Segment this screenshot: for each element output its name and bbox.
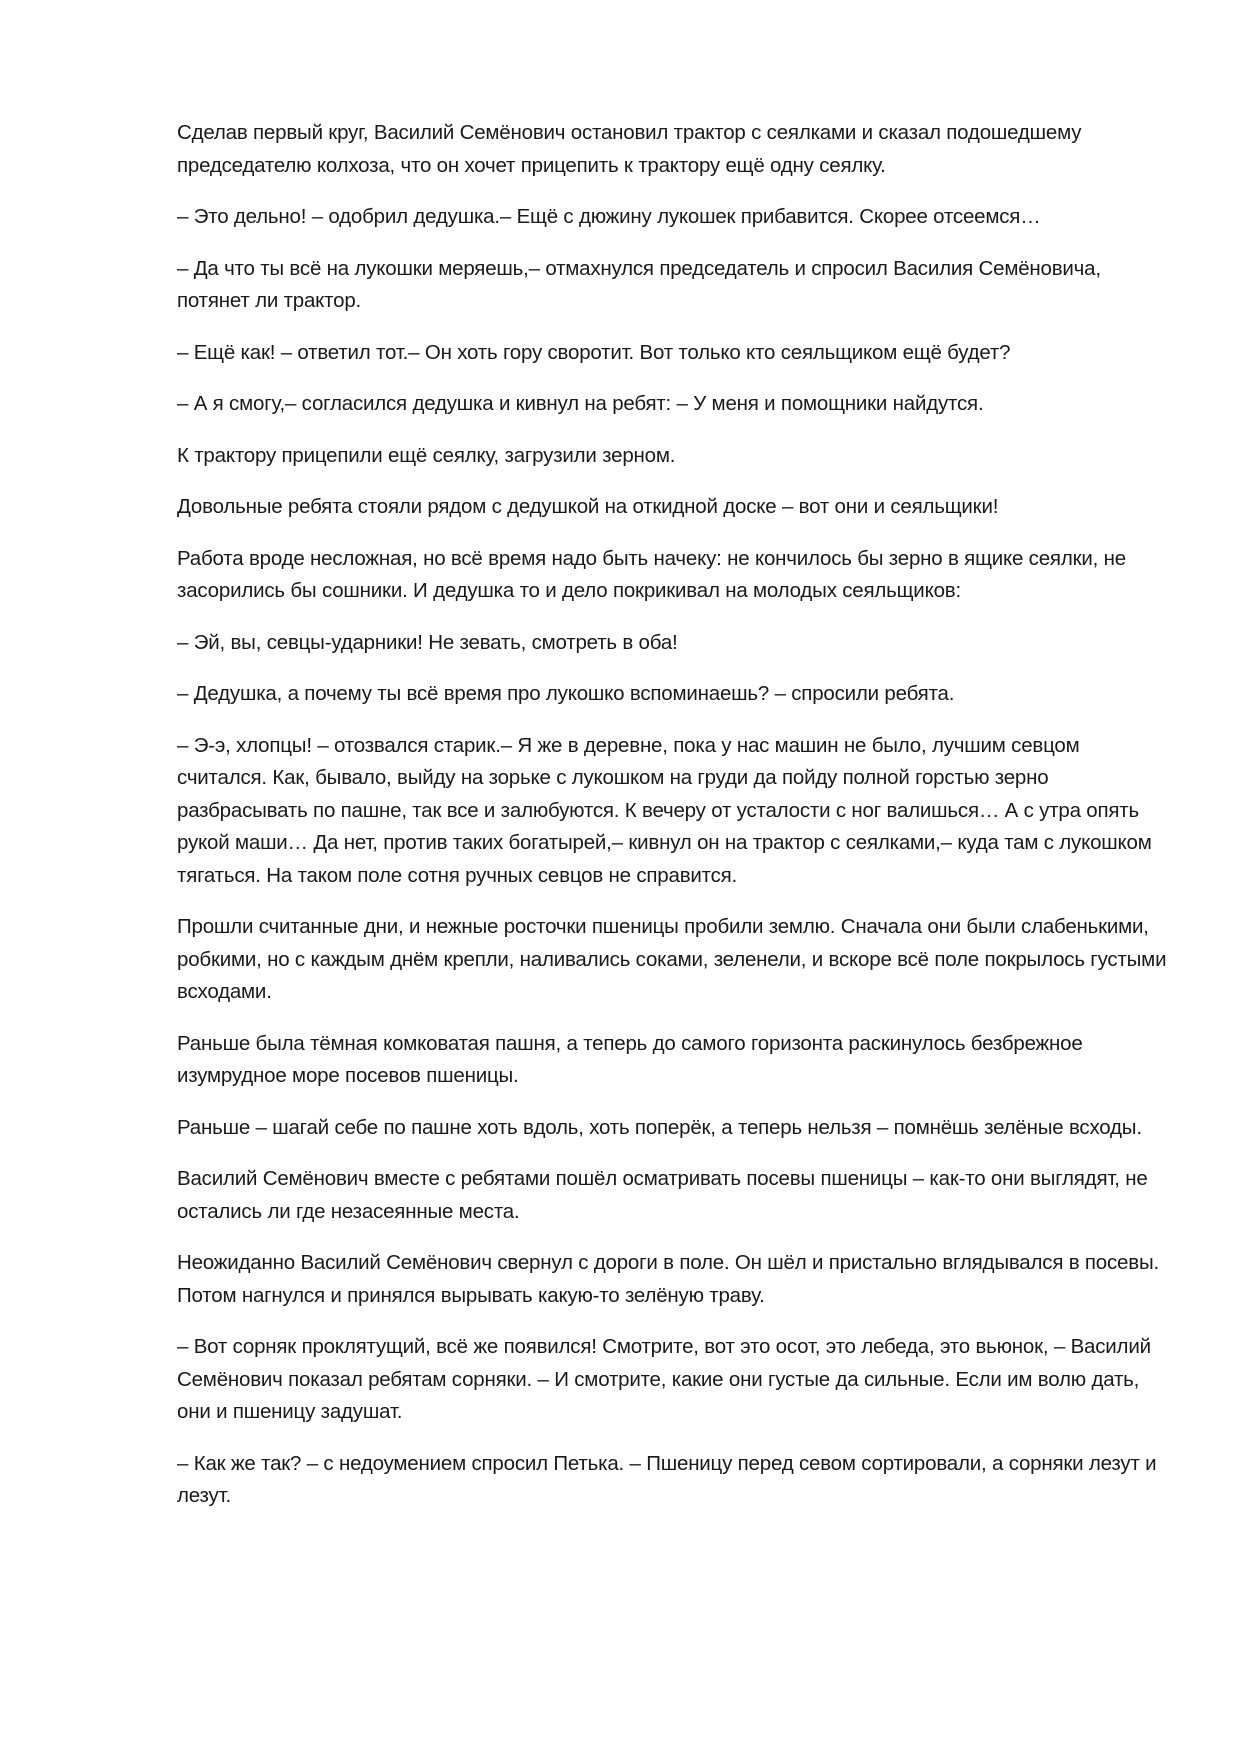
paragraph: – А я смогу,– согласился дедушка и кивнул на ребят: – У меня и помощники найдутся. xyxy=(177,392,984,415)
paragraph: – Как же так? – с недоумением спросил Петька. – Пшеницу перед севом сортировали, а сорняки лезут и лезут. xyxy=(177,1451,1157,1507)
paragraph: – Дедушка, а почему ты всё время про лукошко вспоминаешь? – спросили ребята. xyxy=(177,682,955,705)
paragraph: Сделав первый круг, Василий Семёнович остановил трактор с сеялками и сказал подошедшему председателю колхоза, что он хочет прицепить к трактору ещё одну сеялку. xyxy=(177,121,1082,177)
paragraph: – Ещё как! – ответил тот.– Он хоть гору своротит. Вот только кто сеяльщиком ещё будет? xyxy=(177,340,1011,364)
paragraph: Раньше была тёмная комковатая пашня, а теперь до самого горизонта раскинулось безбрежное изумрудное море посевов пшеницы. xyxy=(177,1031,1083,1087)
paragraph: – Эй, вы, севцы-ударники! Не зевать, смотреть в оба! xyxy=(177,630,678,654)
paragraph: – Вот сорняк проклятущий, всё же появился! Смотрите, вот это осот, это лебеда, это вьюнок, – Василий Семёнович показал ребятам сорняки. – И смотрите, какие они густые да сильные. Если им волю дать, они и пшеницу задушат. xyxy=(177,1335,1151,1423)
paragraph: Прошли считанные дни, и нежные росточки пшеницы пробили землю. Сначала они были слабенькими, робкими, но с каждым днём крепли, наливались соками, зеленели, и вскоре всё поле покрылось густыми всходами. xyxy=(177,915,1167,1003)
paragraph: К трактору прицепили ещё сеялку, загрузили зерном. xyxy=(177,443,676,467)
body-text xyxy=(177,117,1167,1532)
paragraph: Работа вроде несложная, но всё время надо быть начеку: не кончилось бы зерно в ящике сеялки, не засорились бы сошники. И дедушка то и дело покрикивал на молодых сеяльщиков: xyxy=(177,546,1126,602)
paragraph: – Э-э, хлопцы! – отозвался старик.– Я же в деревне, пока у нас машин не было, лучшим севцом считался. Как, бывало, выйду на зорьке с лукошком на груди да пойду полной горстью зерно разбрасывать по пашне, так все и залюбуются. К вечеру от усталости с ног валишься… А с утра опять рукой маши… Да нет, против таких богатырей,– кивнул он на трактор с сеялками,– куда там с лукошком тягаться. На таком поле сотня ручных севцов не справится. xyxy=(177,733,1152,887)
paragraph: – Да что ты всё на лукошки меряешь,– отмахнулся председатель и спросил Василия Семёновича, потянет ли трактор. xyxy=(177,256,1101,312)
paragraph: Василий Семёнович вместе с ребятами пошёл осматривать посевы пшеницы – как-то они выглядят, не остались ли где незасеянные места. xyxy=(177,1167,1148,1223)
paragraph: Раньше – шагай себе по пашне хоть вдоль, хоть поперёк, а теперь нельзя – помнёшь зелёные всходы. xyxy=(177,1115,1142,1139)
paragraph: Довольные ребята стояли рядом с дедушкой на откидной доске – вот они и сеяльщики! xyxy=(177,495,999,518)
paragraph: Неожиданно Василий Семёнович свернул с дороги в поле. Он шёл и пристально вглядывался в посевы. Потом нагнулся и принялся вырывать какую-то зелёную траву. xyxy=(177,1251,1159,1307)
paragraph: – Это дельно! – одобрил дедушка.– Ещё с дюжину лукошек прибавится. Скорее отсеемся… xyxy=(177,205,1041,228)
